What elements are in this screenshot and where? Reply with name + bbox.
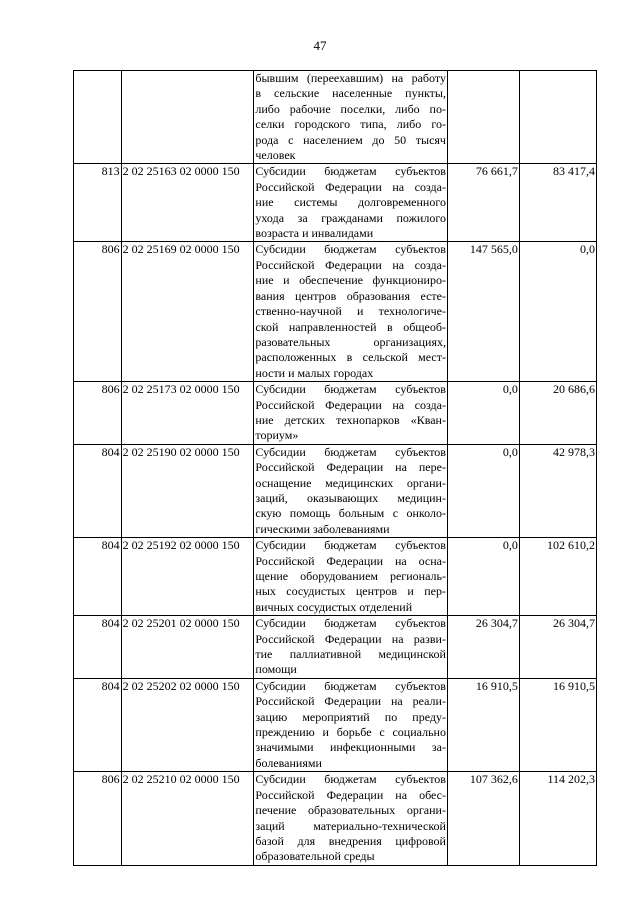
- description-line: Российской Федерации на созда-: [255, 179, 446, 194]
- description-line: Российской Федерации на разви-: [255, 631, 446, 646]
- description-line: Субсидии бюджетам субъектов: [255, 382, 446, 397]
- admin-code-cell: 804: [74, 538, 122, 616]
- admin-code-cell: 813: [74, 164, 122, 242]
- description-cell: [254, 382, 448, 445]
- description-line: ности и малых городах: [255, 365, 374, 380]
- description-cell: [254, 164, 448, 242]
- amount-year-1-cell: 26 304,7: [447, 616, 519, 679]
- amount-year-1-cell: [447, 71, 519, 164]
- description-cell: [254, 242, 448, 382]
- description-line: скую помощь больным с онколо-: [255, 506, 446, 521]
- description-line: ториум»: [255, 428, 299, 443]
- amount-year-2-cell: 42 978,3: [519, 444, 596, 537]
- description-line: гическими заболеваниями: [255, 521, 390, 536]
- table-row: [74, 678, 597, 771]
- description-line: печение образовательных органи-: [255, 803, 446, 818]
- description-line: селки городского типа, либо го-: [255, 117, 446, 132]
- description-line: заций материально-технической: [255, 818, 446, 833]
- description-line: Субсидии бюджетам субъектов: [255, 444, 446, 459]
- admin-code-cell: 806: [74, 382, 122, 445]
- amount-year-2-cell: 16 910,5: [519, 678, 596, 771]
- description-cell: [254, 678, 448, 771]
- description-line: ние детских технопарков «Кван-: [255, 412, 446, 427]
- table-row: [74, 772, 597, 865]
- admin-code-cell: 804: [74, 444, 122, 537]
- table-body: [74, 71, 597, 866]
- amount-year-2-cell: 83 417,4: [519, 164, 596, 242]
- description-line: ственно-научной и технологиче-: [255, 304, 446, 319]
- table-row: [74, 164, 597, 242]
- budget-code-cell: 2 02 25163 02 0000 150: [121, 164, 254, 242]
- table-row: [74, 444, 597, 537]
- description-cell: [254, 616, 448, 679]
- amount-year-1-cell: 107 362,6: [447, 772, 519, 865]
- table-row: [74, 71, 597, 164]
- description-line: Российской Федерации на созда-: [255, 257, 446, 272]
- amount-year-1-cell: 147 565,0: [447, 242, 519, 382]
- description-line: Российской Федерации на реали-: [255, 694, 446, 709]
- description-line: ние и обеспечение функциониро-: [255, 273, 446, 288]
- description-line: разовательных организациях,: [255, 334, 446, 349]
- description-line: ской направленностей в общеоб-: [255, 319, 446, 334]
- description-line: рода с населением до 50 тысяч: [255, 132, 446, 147]
- description-line: Субсидии бюджетам субъектов: [255, 772, 446, 787]
- description-line: Субсидии бюджетам субъектов: [255, 242, 446, 257]
- amount-year-2-cell: [519, 71, 596, 164]
- description-line: либо рабочие поселки, либо по-: [255, 101, 446, 116]
- admin-code-cell: 804: [74, 616, 122, 679]
- table-row: [74, 538, 597, 616]
- description-line: бывшим (переехавшим) на работу: [255, 71, 446, 85]
- description-line: ние системы долговременного: [255, 195, 446, 210]
- amount-year-2-cell: 102 610,2: [519, 538, 596, 616]
- description-line: заций, оказывающих медицин-: [255, 490, 446, 505]
- budget-code-cell: 2 02 25202 02 0000 150: [121, 678, 254, 771]
- amount-year-2-cell: 26 304,7: [519, 616, 596, 679]
- description-line: Российской Федерации на созда-: [255, 397, 446, 412]
- description-cell: [254, 538, 448, 616]
- description-cell: [254, 444, 448, 537]
- description-line: Субсидии бюджетам субъектов: [255, 164, 446, 179]
- budget-table: [73, 70, 597, 866]
- amount-year-1-cell: 0,0: [447, 444, 519, 537]
- amount-year-1-cell: 76 661,7: [447, 164, 519, 242]
- admin-code-cell: 804: [74, 678, 122, 771]
- amount-year-2-cell: 20 686,6: [519, 382, 596, 445]
- amount-year-1-cell: 0,0: [447, 382, 519, 445]
- description-line: щение оборудованием региональ-: [255, 569, 446, 583]
- description-line: базой для внедрения цифровой: [255, 833, 446, 848]
- budget-code-cell: [121, 71, 254, 164]
- amount-year-1-cell: 16 910,5: [447, 678, 519, 771]
- table-row: [74, 616, 597, 679]
- description-line: ных сосудистых центров и пер-: [255, 584, 446, 599]
- description-line: помощи: [255, 662, 297, 677]
- description-line: Субсидии бюджетам субъектов: [255, 538, 446, 553]
- description-line: возраста и инвалидами: [255, 226, 374, 241]
- description-line: тие паллиативной медицинской: [255, 647, 446, 662]
- amount-year-2-cell: 114 202,3: [519, 772, 596, 865]
- table-row: [74, 242, 597, 382]
- description-line: Российской Федерации на обес-: [255, 787, 446, 802]
- description-line: преждению и борьбе с социально: [255, 725, 446, 740]
- description-line: оснащение медицинских органи-: [255, 475, 446, 490]
- description-line: вичных сосудистых отделений: [255, 599, 413, 614]
- description-line: в сельские населенные пункты,: [255, 86, 446, 101]
- description-line: Субсидии бюджетам субъектов: [255, 678, 446, 693]
- description-cell: [254, 772, 448, 865]
- admin-code-cell: 806: [74, 772, 122, 865]
- budget-code-cell: 2 02 25192 02 0000 150: [121, 538, 254, 616]
- description-line: Субсидии бюджетам субъектов: [255, 616, 446, 631]
- description-line: зацию мероприятий по преду-: [255, 709, 446, 724]
- budget-code-cell: 2 02 25210 02 0000 150: [121, 772, 254, 865]
- description-cell: [254, 71, 448, 164]
- description-line: болеваниями: [255, 755, 322, 770]
- description-line: образовательной среды: [255, 849, 375, 864]
- description-line: значимыми инфекционными за-: [255, 740, 446, 755]
- table-row: [74, 382, 597, 445]
- description-line: вания центров образования есте-: [255, 288, 446, 303]
- amount-year-1-cell: 0,0: [447, 538, 519, 616]
- admin-code-cell: 806: [74, 242, 122, 382]
- description-line: Российской Федерации на осна-: [255, 553, 446, 568]
- admin-code-cell: [74, 71, 122, 164]
- budget-code-cell: 2 02 25173 02 0000 150: [121, 382, 254, 445]
- page-number: 47: [313, 38, 327, 53]
- amount-year-2-cell: 0,0: [519, 242, 596, 382]
- budget-code-cell: 2 02 25201 02 0000 150: [121, 616, 254, 679]
- description-line: ухода за гражданами пожилого: [255, 210, 446, 225]
- description-line: расположенных в сельской мест-: [255, 350, 446, 365]
- budget-code-cell: 2 02 25169 02 0000 150: [121, 242, 254, 382]
- description-line: человек: [255, 148, 296, 163]
- description-line: Российской Федерации на пере-: [255, 460, 446, 475]
- budget-code-cell: 2 02 25190 02 0000 150: [121, 444, 254, 537]
